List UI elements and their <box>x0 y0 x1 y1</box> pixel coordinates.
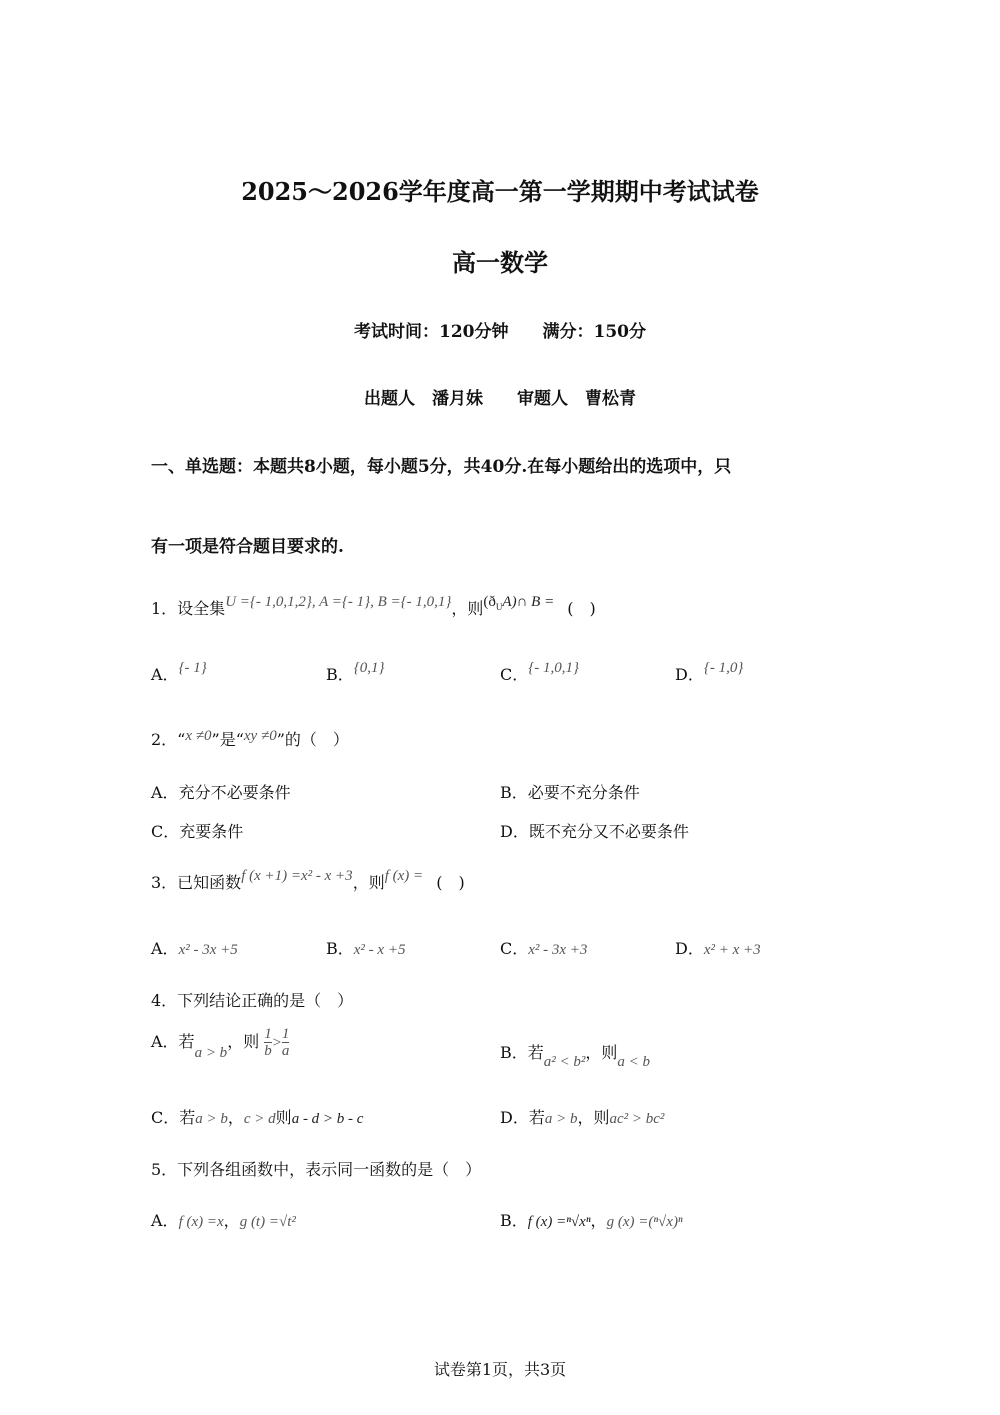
q3-answer-blank: ( ) <box>436 873 465 892</box>
q3-option-b: B．x² - x +5 <box>326 939 406 958</box>
q2-option-d: D．既不充分又不必要条件 <box>500 822 689 841</box>
q5-option-a: A．f (x) =x，g (t) =√t² <box>151 1211 296 1230</box>
q1-answer-blank: ( ) <box>567 599 596 618</box>
q1-option-d: D．{- 1,0} <box>675 660 744 684</box>
q1-complement-formula: $(ð_UA)\cap$ B = <box>483 594 555 612</box>
q4-option-a: A．若a > b，则 $\frac{1}{b}$ > $\frac{1}{a}$ <box>151 1026 290 1061</box>
q3-option-a: A．x² - 3x +5 <box>151 939 238 958</box>
q1-option-b: B．{0,1} <box>326 660 385 684</box>
q4-option-c: C．若a > b，c > d则a - d > b - c <box>151 1108 364 1127</box>
subject-title: 高一数学 <box>452 248 548 277</box>
q1-option-c: C．{- 1,0,1} <box>500 660 579 684</box>
q4-option-b: B．若a² < b²，则a < b <box>500 1043 651 1070</box>
q3-target-function: f (x) = <box>384 868 424 884</box>
authors-line: 出题人 潘月妹 审题人 曹松青 <box>364 389 636 409</box>
q2-condition-1: x ≠0 <box>185 728 212 744</box>
fraction-1-over-b: $\frac{1}{b}$ <box>264 1026 272 1059</box>
q3-given-function: f (x +1) =x² - x +3 <box>241 868 353 884</box>
exam-title: 2025～2026学年度高一第一学期期中考试试卷 <box>241 177 759 206</box>
section-heading-line1: 一、单选题：本题共8小题，每小题5分，共40分.在每小题给出的选项中，只 <box>151 457 732 477</box>
q1-option-a: A．{- 1} <box>151 660 207 684</box>
q3-option-d: D．x² + x +3 <box>675 939 761 958</box>
q5-option-b: B．f (x) =ⁿ√xⁿ，g (x) =(ⁿ√x)ⁿ <box>500 1211 683 1230</box>
q2-condition-2: xy ≠0 <box>243 728 277 744</box>
q4-option-d: D．若a > b，则ac² > bc² <box>500 1108 665 1127</box>
question-2: 2．“x ≠0”是“xy ≠0”的（ ） <box>151 728 349 749</box>
page-footer: 试卷第1页，共3页 <box>433 1360 567 1379</box>
q2-option-a: A．充分不必要条件 <box>151 783 291 802</box>
fraction-1-over-a: $\frac{1}{a}$ <box>281 1026 290 1059</box>
question-5-stem: 5．下列各组函数中，表示同一函数的是（ ） <box>151 1160 482 1179</box>
q2-option-c: C．充要条件 <box>151 822 244 841</box>
q2-option-b: B．必要不充分条件 <box>500 783 640 802</box>
exam-info: 考试时间：120分钟 满分：150分 <box>354 322 646 342</box>
question-3: 3．已知函数f (x +1) =x² - x +3，则f (x) = ( ) <box>151 868 465 892</box>
question-4-stem: 4．下列结论正确的是（ ） <box>151 991 354 1010</box>
q1-sets-formula: U ={- 1,0,1,2}, A ={- 1}, B ={- 1,0,1} <box>225 594 452 610</box>
q1-prefix: 1．设全集 <box>151 599 226 618</box>
q1-mid: ，则 <box>451 599 484 618</box>
q3-option-c: C．x² - 3x +3 <box>500 939 588 958</box>
section-heading-line2: 有一项是符合题目要求的. <box>151 537 344 557</box>
question-1 <box>151 596 596 620</box>
